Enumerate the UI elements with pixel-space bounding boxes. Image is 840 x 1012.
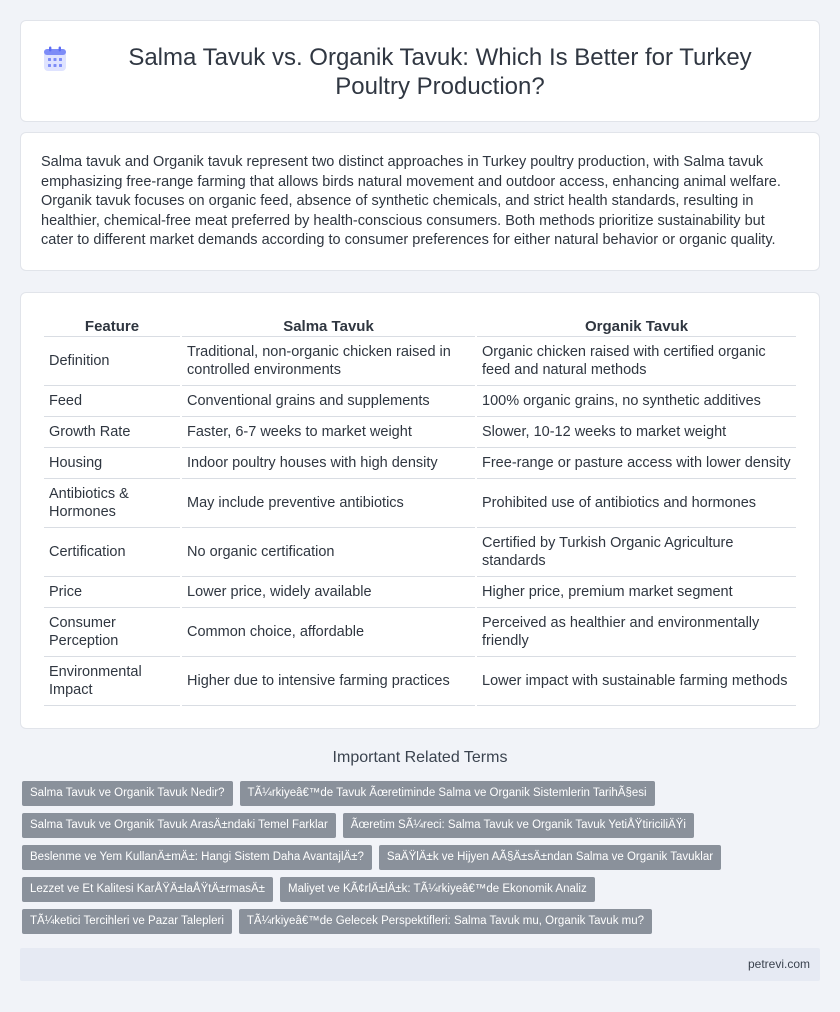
table-cell-organik: Perceived as healthier and environmentally friendly (477, 608, 796, 657)
page-title: Salma Tavuk vs. Organik Tavuk: Which Is Better for Turkey Poultry Production? (128, 44, 752, 100)
table-cell-organik: Certified by Turkish Organic Agriculture standards (477, 528, 796, 577)
table-cell-feature: Consumer Perception (44, 608, 180, 657)
table-cell-salma: No organic certification (182, 528, 475, 577)
related-terms-list (22, 781, 812, 941)
table-cell-feature: Certification (44, 528, 180, 577)
table-cell-feature: Growth Rate (44, 417, 180, 448)
table-cell-salma: Traditional, non-organic chicken raised in controlled environments (182, 337, 475, 386)
table-cell-feature: Price (44, 577, 180, 608)
table-row (44, 657, 796, 706)
table-row (44, 448, 796, 479)
table-cell-organik: Organic chicken raised with certified organic feed and natural methods (477, 337, 796, 386)
table-row (44, 479, 796, 528)
tag-row (22, 909, 812, 934)
table-cell-salma: Lower price, widely available (182, 577, 475, 608)
table-cell-salma: May include preventive antibiotics (182, 479, 475, 528)
tag-row (22, 781, 812, 806)
table-cell-feature: Feed (44, 386, 180, 417)
comparison-table-card (20, 292, 820, 729)
table-cell-organik: Higher price, premium market segment (477, 577, 796, 608)
table-header-row (44, 315, 796, 337)
related-term-tag[interactable]: Lezzet ve Et Kalitesi KarÅŸÄ±laÅŸtÄ±rmasÄ± (22, 877, 273, 902)
table-cell-organik: 100% organic grains, no synthetic additives (477, 386, 796, 417)
table-cell-feature: Antibiotics & Hormones (44, 479, 180, 528)
related-term-tag[interactable]: TÃ¼ketici Tercihleri ve Pazar Talepleri (22, 909, 232, 934)
table-row (44, 577, 796, 608)
table-row (44, 417, 796, 448)
table-cell-feature: Definition (44, 337, 180, 386)
table-cell-organik: Prohibited use of antibiotics and hormones (477, 479, 796, 528)
title-wrap (51, 43, 799, 101)
related-term-tag[interactable]: Salma Tavuk ve Organik Tavuk ArasÄ±ndaki Temel Farklar (22, 813, 336, 838)
table-cell-organik: Slower, 10-12 weeks to market weight (477, 417, 796, 448)
tag-row (22, 813, 812, 838)
table-row (44, 386, 796, 417)
table-cell-organik: Lower impact with sustainable farming methods (477, 657, 796, 706)
table-row (44, 528, 796, 577)
table-cell-salma: Higher due to intensive farming practices (182, 657, 475, 706)
column-header-organik: Organik Tavuk (477, 315, 796, 337)
table-cell-salma: Conventional grains and supplements (182, 386, 475, 417)
related-terms-heading: Important Related Terms (332, 749, 508, 766)
related-term-tag[interactable]: Salma Tavuk ve Organik Tavuk Nedir? (22, 781, 233, 806)
table-cell-feature: Housing (44, 448, 180, 479)
related-term-tag[interactable]: Maliyet ve KÃ¢rlÄ±lÄ±k: TÃ¼rkiyeâ€™de Ekonomik Analiz (280, 877, 595, 902)
table-cell-feature: Environmental Impact (44, 657, 180, 706)
footer (20, 948, 820, 981)
comparison-table (42, 315, 798, 706)
column-header-feature: Feature (44, 315, 180, 337)
tag-row (22, 877, 812, 902)
title-card (20, 20, 820, 122)
table-cell-salma: Faster, 6-7 weeks to market weight (182, 417, 475, 448)
intro-paragraph: Salma tavuk and Organik tavuk represent two distinct approaches in Turkey poultry production, with Salma tavuk emphasizing free-range farming that allows birds natural movement and outdoor access, enhancing animal welfare. Organik tavuk focuses on organic feed, absence of synthetic chemicals, and strict health standards, resulting in healthier, chemical-free meat preferred by health-conscious consumers. Both methods prioritize sustainability but cater to different market demands according to consumer preferences for either natural behavior or organic quality. (41, 154, 781, 249)
footer-site-link[interactable]: petrevi.com (747, 957, 810, 971)
related-term-tag[interactable]: TÃ¼rkiyeâ€™de Gelecek Perspektifleri: Salma Tavuk mu, Organik Tavuk mu? (239, 909, 652, 934)
table-cell-salma: Common choice, affordable (182, 608, 475, 657)
table-row (44, 608, 796, 657)
table-cell-organik: Free-range or pasture access with lower density (477, 448, 796, 479)
tag-row (22, 845, 812, 870)
related-term-tag[interactable]: TÃ¼rkiyeâ€™de Tavuk Ãœretiminde Salma ve Organik Sistemlerin TarihÃ§esi (240, 781, 655, 806)
column-header-salma: Salma Tavuk (182, 315, 475, 337)
related-term-tag[interactable]: SaÄŸlÄ±k ve Hijyen AÃ§Ä±sÄ±ndan Salma ve Organik Tavuklar (379, 845, 721, 870)
table-row (44, 337, 796, 386)
table-cell-salma: Indoor poultry houses with high density (182, 448, 475, 479)
related-term-tag[interactable]: Beslenme ve Yem KullanÄ±mÄ±: Hangi Sistem Daha AvantajlÄ±? (22, 845, 372, 870)
related-term-tag[interactable]: Ãœretim SÃ¼reci: Salma Tavuk ve Organik Tavuk YetiÅŸtiriciliÄŸi (343, 813, 694, 838)
intro-card (20, 132, 820, 271)
